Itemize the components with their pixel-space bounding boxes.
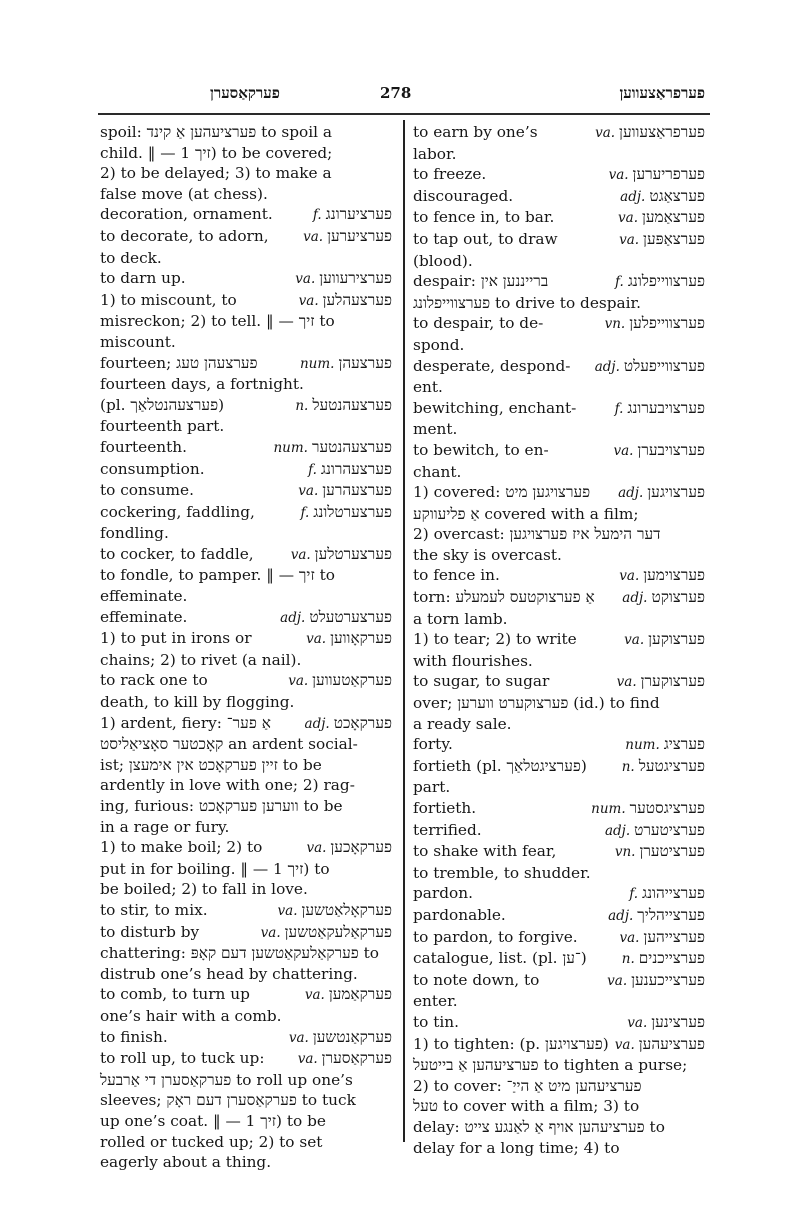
entry-line: to deck. [100,248,162,267]
entry-definition: to roll up, to tuck up: [100,1049,265,1068]
headword: פערצירעווען [319,269,392,288]
entry-definition: to decorate, to adorn, [100,226,269,245]
entry-definition: to rack one to [100,671,208,690]
dictionary-entry [100,900,392,922]
headword: פערצייכענען [631,970,705,989]
headword: פערצוקט [651,588,705,607]
entry-line: labor. [413,144,457,163]
entry-definition: to fence in, to bar. [413,208,555,227]
entry-definition: discouraged. [413,186,514,205]
part-of-speech: va. [303,228,324,245]
entry-definition: desperate, despond- [413,356,571,375]
headword: פערציגטעל [638,756,705,775]
headword: פערצייהען [643,927,705,946]
dictionary-entry [413,186,705,208]
part-of-speech: va. [260,924,281,941]
dictionary-entry [413,841,705,883]
part-of-speech: vn. [604,316,626,333]
entry-line: פערקאַסערן די אַרבעל to roll up one’s [100,1070,353,1089]
entry-line: ing, furious: ווערען פערקאָכט to be [100,797,343,815]
entry-definition: 1) to tear; 2) to write [413,630,577,649]
headword: פערציטערט [634,820,705,839]
entry-line: chant. [413,462,462,481]
entry-line: part. [413,778,451,797]
entry-definition: 1) to tighten: (p. פערצויגען) [413,1034,609,1053]
headword: פערצייכנים [638,949,705,968]
entry-definition: catalogue, list. (pl. ־ען) [413,949,587,968]
headword: פערצוימען [643,566,705,585]
part-of-speech: va. [297,1051,318,1068]
entry-definition: to comb, to turn up [100,985,250,1004]
left-guide-word: פערקאַסערן [210,84,280,102]
entry-line: be boiled; 2) to fall in love. [100,880,308,899]
entry-line: up one’s coat. ‖ — זיך 1) to be [100,1111,326,1130]
part-of-speech: va. [298,483,319,500]
dictionary-entry [100,268,392,290]
entry-definition: to earn by one’s [413,123,538,141]
entry-definition: bewitching, enchant- [413,398,577,417]
entry-line: to tremble, to shudder. [413,863,591,882]
headword: פערצעהרען [322,481,392,500]
page-number: 278 [380,84,412,102]
headword: פערפריערען [632,165,705,184]
dictionary-entry [413,927,705,949]
header-rule [98,113,710,115]
dictionary-entry [100,290,392,353]
part-of-speech: f. [629,886,639,903]
entry-line: ardently in love with one; 2) rag- [100,776,355,795]
part-of-speech: adj. [594,358,620,375]
entry-line: ist; זיין פערקאָכט אין אימעצן to be [100,755,322,774]
dictionary-entry [100,922,392,985]
headword: פערקאָכט [333,713,392,732]
part-of-speech: va. [304,987,325,1004]
dictionary-entry [100,502,392,544]
entry-line: false move (at chess). [100,184,268,203]
dictionary-entry [100,713,392,838]
dictionary-entry [413,1012,705,1034]
entry-line: a torn lamb. [413,609,508,628]
entry-definition: to note down, to [413,970,540,989]
part-of-speech: va. [595,125,616,141]
headword: פערפראַצעווען [619,123,705,141]
dictionary-entry [100,544,392,607]
part-of-speech: adj. [304,715,330,732]
entry-line: put in for boiling. ‖ — זיך 1) to [100,859,330,878]
entry-definition: fortieth (pl. פערציגטלאַך) [413,756,587,775]
dictionary-entry [413,798,705,820]
column-divider [403,120,405,1142]
dictionary-entry [413,948,705,970]
entry-definition: cockering, faddling, [100,502,255,521]
headword: פערציערען [327,226,392,245]
headword: פערצווייפלונג [627,272,705,291]
part-of-speech: num. [591,801,626,817]
entry-line: delay: פערציעהען אויף אַ לאַנגע צייט to [413,1117,665,1136]
entry-line: 2) overcast: דער הימעל איז פערצויגען [413,525,661,544]
entry-definition: fourteenth. [100,437,188,456]
entry-line: death, to kill by flogging. [100,693,295,712]
part-of-speech: va. [614,1036,635,1053]
entry-line: a ready sale. [413,714,512,733]
part-of-speech: va. [608,167,629,184]
entry-definition: fourteen; פערצעהן טעג [100,353,258,372]
dictionary-entry [100,459,392,481]
part-of-speech: n. [295,397,309,414]
entry-definition: 1) to put in irons or [100,629,252,648]
headword: פערצערטלען [314,544,392,563]
dictionary-entry [413,671,705,734]
part-of-speech: adj. [620,188,646,205]
entry-line: misreckon; 2) to tell. ‖ — זיך to [100,312,335,331]
entry-line: child. ‖ — זיך 1) to be covered; [100,143,333,162]
part-of-speech: f. [300,504,310,521]
part-of-speech: n. [621,758,635,775]
part-of-speech: va. [298,292,319,309]
headword: פערצינען [651,1012,705,1031]
headword: פערקאַנטשען [312,1027,392,1046]
left-column [100,122,392,1173]
entry-definition: to shake with fear, [413,842,557,861]
entry-line: ent. [413,378,443,397]
headword: פערצוקען [648,630,705,649]
dictionary-entry [413,565,705,587]
part-of-speech: va. [290,546,311,563]
entry-line: distrub one’s head by chattering. [100,964,358,983]
headword: פערצעהרונג [320,459,392,478]
dictionary-entry [100,670,392,712]
entry-line: 2) to cover: פערציעהען מיט אַ הייַ־ [413,1076,642,1095]
headword: פערקאַטעווען [312,671,392,690]
headword: פערצייהונג [642,884,705,903]
entry-line: fourteen days, a fortnight. [100,375,304,394]
dictionary-entry [413,207,705,229]
dictionary-entry [413,122,705,164]
dictionary-entry [413,587,705,629]
dictionary-entry [413,905,705,927]
headword: פערקאָכען [330,838,392,857]
dictionary-entry [413,820,705,842]
dictionary-entry [100,1048,392,1173]
part-of-speech: va. [295,271,316,288]
part-of-speech: va. [616,674,637,691]
entry-line: chains; 2) to rivet (a nail). [100,650,302,669]
dictionary-entry [413,482,705,565]
entry-definition: (pl. פערצעהנטלאַך) [100,395,225,414]
dictionary-entry [413,440,705,482]
entry-line: פערצווייפלונג to drive to despair. [413,293,642,312]
headword: פערצויבערן [637,440,705,459]
part-of-speech: adj. [608,907,634,924]
entry-definition: consumption. [100,459,205,478]
dictionary-entry [100,395,392,437]
headword: פערצויבערונג [627,398,705,417]
headword: פערצעהנטעל [312,395,392,414]
dictionary-entry [100,122,392,204]
entry-definition: effeminate. [100,607,188,626]
entry-line: over; פערצוקערט ווערען (id.) to find [413,694,660,713]
headword: פערצאַגט [649,186,705,205]
dictionary-entry [100,628,392,670]
dictionary-entry [100,1027,392,1049]
dictionary-entry [413,271,705,313]
page-header [100,84,705,106]
entry-definition: pardon. [413,884,473,903]
entry-definition: terrified. [413,820,482,839]
entry-definition: to tin. [413,1012,459,1031]
headword: פערצאַמען [641,208,705,227]
part-of-speech: f. [615,274,624,291]
dictionary-entry [413,229,705,271]
dictionary-entry [100,984,392,1026]
part-of-speech: num. [299,355,335,372]
entry-definition: forty. [413,735,453,754]
entry-line: effeminate. [100,587,188,606]
entry-line: ment. [413,420,458,439]
entry-definition: to sugar, to sugar [413,672,550,691]
entry-definition: to stir, to mix. [100,900,208,919]
entry-line: in a rage or fury. [100,817,230,836]
headword: פערצעהלען [322,290,392,309]
entry-definition: to freeze. [413,165,487,184]
headword: פערצעהנטער [311,437,392,456]
part-of-speech: vn. [614,844,636,861]
part-of-speech: va. [277,902,298,919]
entry-line: fondling. [100,524,169,543]
entry-definition: to finish. [100,1027,168,1046]
right-guide-word: פערפראַצעווען [619,84,705,102]
entry-definition: torn: אַ פערצוקטעס לעמעלע [413,588,595,607]
entry-line: (blood). [413,251,473,270]
dictionary-entry [100,607,392,629]
entry-line: one’s hair with a comb. [100,1006,282,1025]
entry-line: delay for a long time; 4) to [413,1138,620,1157]
dictionary-entry [413,356,705,398]
entry-line: sleeves; פערקאַסערן דעם ראָק to tuck [100,1091,356,1110]
part-of-speech: adj. [622,590,648,607]
part-of-speech: f. [312,207,322,224]
entry-definition: 1) to miscount, to [100,290,237,309]
dictionary-entry [100,480,392,502]
entry-definition: to darn up. [100,269,186,288]
entry-line: eagerly about a thing. [100,1153,272,1172]
entry-definition: 1) covered: פערצויגען מיט [413,483,591,502]
headword: פערקאַלעקאַטשען [284,922,392,941]
dictionary-entry [100,204,392,226]
entry-definition: 1) to make boil; 2) to [100,838,263,857]
right-column [413,122,705,1158]
headword: פערצוקערן [640,672,705,691]
entry-definition: to fence in. [413,566,500,585]
headword: פערצערטעלט [309,607,392,626]
entry-line: to fondle, to pamper. ‖ — זיך to [100,566,335,585]
entry-line: enter. [413,992,458,1011]
entry-definition: to cocker, to faddle, [100,544,254,563]
part-of-speech: n. [621,951,635,968]
entry-line: miscount. [100,332,176,351]
headword: פערצויגען [647,483,705,502]
entry-line: chattering: פערקאַלעקאַטשען דעם קאָפּ to [100,944,380,963]
dictionary-entry [100,437,392,459]
part-of-speech: va. [619,231,640,248]
headword: פערקאָווען [330,629,392,648]
headword: פערצווייפעלט [623,356,705,375]
entry-line: fourteenth part. [100,417,225,436]
entry-line: 2) to be delayed; 3) to make a [100,164,332,183]
headword: פערציערונג [325,205,392,224]
headword: פערציעהען [638,1034,705,1053]
headword: פערציגסטער [629,799,705,817]
part-of-speech: va. [618,210,638,227]
entry-definition: despair: ברייננען אין [413,272,549,291]
headword: פערצאַפּען [643,229,705,248]
entry-line: טעל to cover with a film; 3) to [413,1097,640,1116]
dictionary-entry [413,629,705,671]
headword: פערקאַמען [328,985,392,1004]
entry-definition: 1) ardent, fiery: אַ פער־ [100,713,271,732]
headword: פערציג [663,735,705,754]
dictionary-entry [413,883,705,905]
entry-definition: to tap out, to draw [413,229,558,248]
dictionary-entry [100,226,392,268]
part-of-speech: va. [607,972,628,989]
part-of-speech: num. [625,737,660,754]
entry-definition: pardonable. [413,905,506,924]
entry-line: spoil: פערציעהען אַ קינד to spoil a [100,123,333,141]
part-of-speech: va. [306,631,327,648]
dictionary-entry [413,756,705,798]
entry-definition: to pardon, to forgive. [413,927,578,946]
entry-definition: to consume. [100,481,194,500]
headword: פערצעהן [338,353,392,372]
part-of-speech: va. [624,632,645,649]
entry-definition: decoration, ornament. [100,205,273,224]
entry-line: פערציעהען אַ בייטעל to tighten a purse; [413,1056,688,1075]
part-of-speech: va. [627,1014,648,1031]
entry-line: אַ פליעווקע covered with a film; [413,504,639,523]
dictionary-entry [413,164,705,186]
headword: פערצווייפלען [629,314,705,333]
entry-definition: to disturb by [100,922,200,941]
part-of-speech: va. [288,1029,309,1046]
entry-definition: fortieth. [413,799,477,817]
headword: פערקאָלאַטשען [301,900,392,919]
part-of-speech: va. [306,840,327,857]
headword: פערצייהליך [637,905,705,924]
part-of-speech: f. [614,400,624,417]
entry-line: the sky is overcast. [413,545,562,564]
part-of-speech: num. [273,439,308,456]
headword: פערקאַסערן [321,1049,392,1068]
entry-definition: to bewitch, to en- [413,440,549,459]
entry-line: קאָכטער סאָציאַליסט an ardent social- [100,735,358,754]
entry-line: rolled or tucked up; 2) to set [100,1132,323,1151]
part-of-speech: va. [619,929,640,946]
part-of-speech: f. [308,461,317,478]
dictionary-entry [413,313,705,355]
headword: פערצערטלונג [313,502,392,521]
part-of-speech: va. [619,568,640,585]
entry-line: with flourishes. [413,651,533,670]
part-of-speech: adj. [280,609,306,626]
dictionary-entry [100,353,392,395]
dictionary-entry [413,734,705,756]
headword: פערציטערן [639,842,705,861]
part-of-speech: adj. [604,822,631,839]
dictionary-entry [413,398,705,440]
entry-definition: to despair, to de- [413,314,544,333]
part-of-speech: adj. [618,485,644,502]
dictionary-entry [100,837,392,900]
entry-line: spond. [413,335,465,354]
dictionary-entry [413,970,705,1012]
part-of-speech: va. [613,442,634,459]
dictionary-entry [413,1034,705,1159]
part-of-speech: va. [288,673,309,690]
